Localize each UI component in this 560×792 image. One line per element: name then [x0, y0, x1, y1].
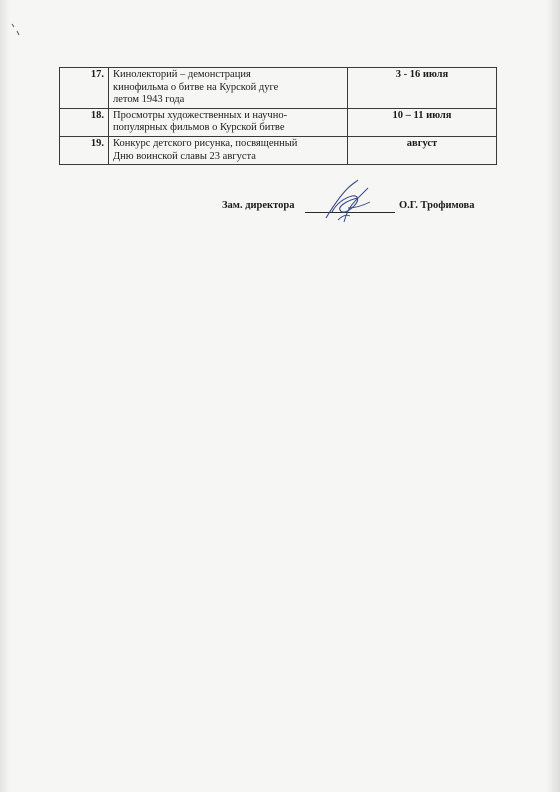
- table-row: [60, 108, 497, 136]
- punch-hole-marks: [10, 22, 22, 38]
- event-date: 10 – 11 июля: [348, 108, 497, 136]
- event-line: Просмотры художественных и научно-: [113, 109, 288, 121]
- table-row: [60, 68, 497, 109]
- event-line: популярных фильмов о Курской битве: [113, 122, 285, 134]
- row-number: 17.: [60, 68, 109, 109]
- scan-shadow-left: [0, 0, 10, 792]
- signer-title: Зам. директора: [222, 200, 295, 211]
- row-number: 19.: [60, 136, 109, 164]
- event-description: [109, 136, 348, 164]
- signer-name: О.Г. Трофимова: [399, 200, 475, 211]
- scan-shadow-right: [546, 0, 560, 792]
- event-description: [109, 108, 348, 136]
- event-line: Конкурс детского рисунка, посвященный: [113, 137, 298, 149]
- events-table: [59, 67, 497, 165]
- event-line: Кинолекторий – демонстрация: [113, 69, 251, 80]
- event-line: Дню воинской славы 23 августа: [113, 150, 256, 162]
- event-date: август: [348, 136, 497, 164]
- table-row: [60, 136, 497, 164]
- event-date: 3 - 16 июля: [348, 68, 497, 109]
- event-description: [109, 68, 348, 109]
- event-line: летом 1943 года: [113, 94, 185, 106]
- row-number: 18.: [60, 108, 109, 136]
- event-line: кинофильма о битве на Курской дуге: [113, 81, 279, 93]
- handwritten-signature: [318, 178, 378, 226]
